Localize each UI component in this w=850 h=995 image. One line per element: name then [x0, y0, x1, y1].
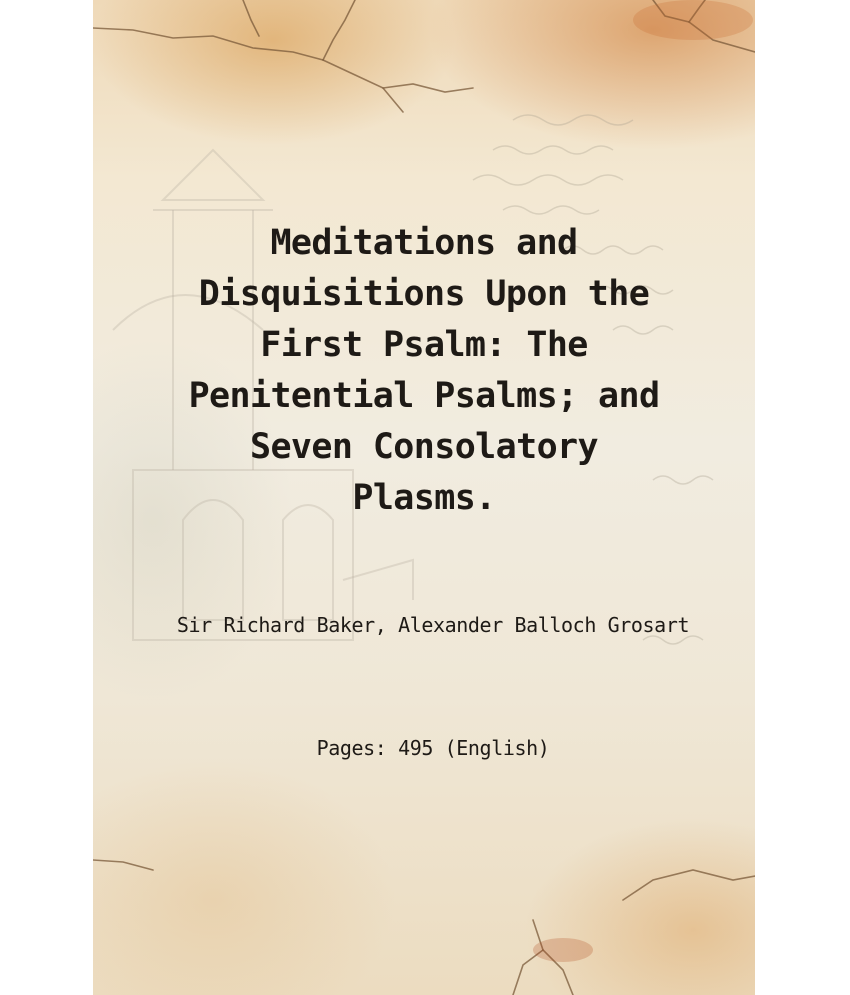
page-count: Pages: 495 (English) [316, 736, 550, 760]
book-cover [93, 0, 755, 995]
book-title: Meditations and Disquisitions Upon the First Psalm: The Penitential Psalms; and Seven Consolatory Plasms. [188, 223, 660, 518]
book-authors: Sir Richard Baker, Alexander Balloch Grosart [176, 613, 690, 637]
